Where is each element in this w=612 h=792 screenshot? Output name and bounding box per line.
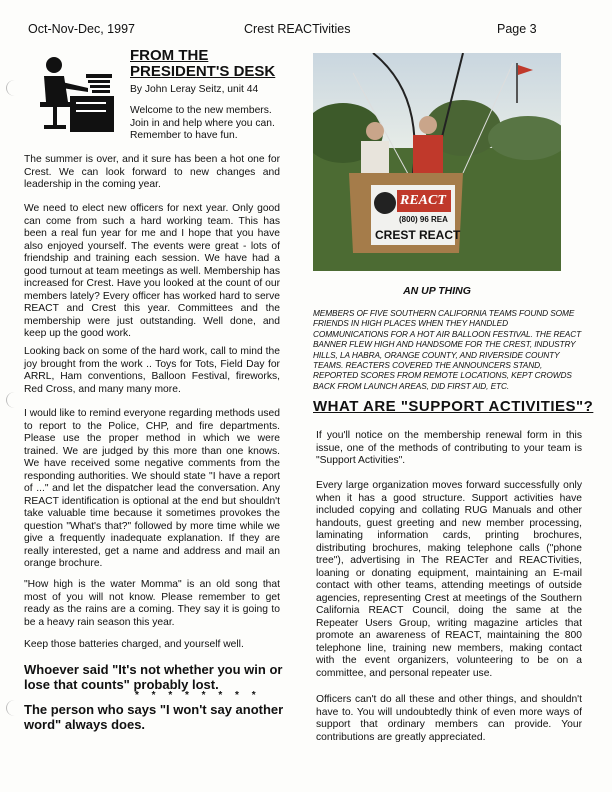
- welcome-text: Welcome to the new members. Join in and help where you can. Remember to have fun.: [130, 105, 275, 141]
- byline: By John Leray Seitz, unit 44: [130, 84, 259, 95]
- banner-phone-text: (800) 96 REA: [399, 215, 448, 224]
- issue-date: Oct-Nov-Dec, 1997: [28, 22, 135, 36]
- photo-title: AN UP THING: [403, 285, 471, 297]
- page-number: Page 3: [497, 22, 537, 36]
- paragraph: I would like to remind everyone regarding methods used to report to the Police, CHP, and fire departments. Please use the proper method in which we were trained. We are judged by this more than one knows. We have received some negative comments from the responding authorities. We should state "I have a report of ..." and let the dispatcher lead the conversation. Any REACT identification is optional at the end but shouldn't take valuable time because it sometimes provokes the question "What's that?" followed by more time while we give a frequently inadequate explanation. If they are really interested, get a name and address and mail an orange brochure.: [24, 408, 280, 569]
- paragraph: If you'll notice on the membership renewal form in this issue, one of the methods of contributing to your team is "Support Activities".: [316, 430, 582, 466]
- paragraph: Officers can't do all these and other things, and shouldn't have to. You will undoubtedly think of even more ways of support that ordinary members can provide. Your contributions are greatly appreciated.: [316, 694, 582, 743]
- banner-react-text: REACT: [400, 193, 446, 208]
- paragraph: Keep those batteries charged, and yourself well.: [24, 639, 244, 650]
- paragraph: The summer is over, and it sure has been a hot one for Crest. We can look forward to new changes and leadership in the coming year.: [24, 154, 280, 190]
- paragraph: Every large organization moves forward successfully only when it has a good structure. Support activities have included copying and collating RUG Manuals and other handouts, guest greeting and new member processing, laminating information cards, printing brochures, distributing brochures, making telephone calls ("phone tree"), advertising in The REACTer and REACTivities, loaning or donating equipment, maintaining an E-mail contact with other teams, attending meetings of outside agencies, representing Crest at meetings of the Southern California REACT Council, doing the same at the Repeater Users Group, writing magazine articles that promote an awareness of REACT, maintaining the 800 telephone line, training new members, making contact with the event organizers, volunteering to be on a committee, and personal repeater use.: [316, 480, 582, 679]
- quote: The person who says "I won't say another word" always does.: [24, 702, 284, 732]
- binder-hole: [6, 392, 23, 408]
- binder-hole: [6, 700, 23, 716]
- binder-hole: [6, 80, 23, 96]
- president-title: FROM THE PRESIDENT'S DESK: [130, 47, 276, 80]
- quote: Whoever said "It's not whether you win or lose that counts" probably lost.: [24, 662, 283, 692]
- star-divider: * * * * * * * *: [135, 690, 261, 701]
- balloon-photo: [313, 53, 561, 271]
- paragraph: We need to elect new officers for next year. Only good can come from such a hard working team. This has been a real fun year for me and I hope that you have also enjoyed yourself. The events were great - lots of friendship and training each session. We have had a good turnout at team meetings as well. Membership has increased for Crest. Have you looked at the count of our members lately? Every officer has worked hard to serve REACT and Crest this year. Committees and the membership were just outstanding. Well done, and keep up the good work.: [24, 203, 280, 339]
- paragraph: "How high is the water Momma" is an old song that most of you will not know. Please remember to get ready as the rains are a coming. They say it is going to be a heavy rain season this year.: [24, 579, 280, 628]
- banner-crest-text: CREST REACT: [375, 228, 461, 242]
- person-at-desk-icon: [36, 52, 116, 136]
- paragraph: Looking back on some of the hard work, call to mind the joy brought from the work .. Toys for Tots, Field Day for ARRL, Ham conventions, Balloon Festival, fireworks, Red Cross, and many many more.: [24, 346, 280, 395]
- newsletter-name: Crest REACTivities: [244, 22, 351, 36]
- photo-caption: MEMBERS OF FIVE SOUTHERN CALIFORNIA TEAMS FOUND SOME FRIENDS IN HIGH PLACES WHEN THEY HANDLED COMMUNICATIONS FOR A HOT AIR BALLOON FESTIVAL. THE REACT BANNER FLEW HIGH AND HANDSOME FOR THE CREST, INDUSTRY HILLS, LA HABRA, ORANGE COUNTY, AND RIVERSIDE COUNTY TEAMS. REACTERS COVERED THE ANNOUNCERS STAND, REPORTED SCORES FROM REMOTE LOCATIONS, KEPT CROWDS BACK FROM LAUNCH AREAS, DID FIRST AID, ETC.: [313, 308, 582, 391]
- section-title: WHAT ARE "SUPPORT ACTIVITIES"?: [313, 398, 594, 415]
